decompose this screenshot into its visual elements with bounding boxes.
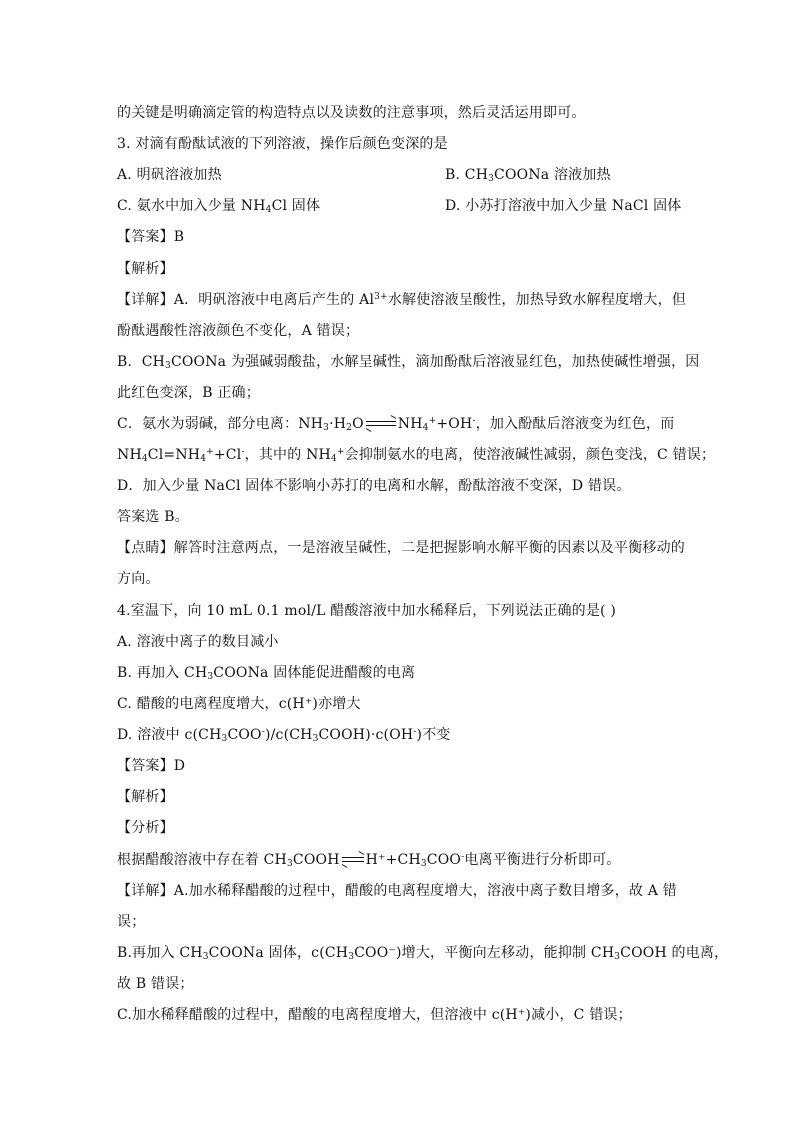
detail-line: $NH_4Cl=NH_4^++Cl^-$，其中的 $NH_4^+$会抑制氨水的电离，使溶液碱性减弱，颜色变浅，C 错误； [117, 447, 716, 464]
detail-line: 误； [117, 914, 146, 930]
breakdown-line: 根据醋酸溶液中存在着 $CH_3COOH$ $H^++CH_3COO^-$电离平衡进行分析即可。 [117, 852, 621, 869]
detail-line: 【详解】A．明矾溶液中电离后产生的 $Al^{3+}$水解使溶液呈酸性，加热导致水解程度增大，但 [117, 292, 687, 308]
text-line: 的关键是明确滴定管的构造特点以及读数的注意事项，然后灵活运用即可。 [117, 105, 586, 121]
detail-line: 【详解】A.加水稀释醋酸的过程中，醋酸的电离程度增大，溶液中离子数目增多，故 A 错 [117, 883, 677, 899]
answer-selection: 答案选 B。 [117, 509, 189, 525]
detail-line: B．$CH_3COONa$ 为强碱弱酸盐，水解呈碱性，滴加酚酞后溶液显红色，加热使碱性增强，因 [117, 354, 700, 371]
detail-line: 故 B 错误； [117, 976, 194, 992]
analysis-label: 【解析】 [117, 789, 174, 805]
detail-line: C.加水稀释醋酸的过程中，醋酸的电离程度增大，但溶液中 c(H⁺)减小，C 错误； [117, 1007, 632, 1023]
detail-line: B.再加入 $CH_3COONa$ 固体，$c(CH_3COO^-)$增大，平衡向左移动，能抑制 $CH_3COOH$ 的电离， [117, 945, 729, 962]
detail-line: C．氨水为弱碱，部分电离：$NH_3\cdot H_2O$ $NH_4^++OH^-$，加入酚酞后溶液变为红色，而 [117, 416, 675, 433]
detail-line: 酚酞遇酸性溶液颜色不变化，A 错误； [117, 323, 360, 339]
detail-line: 此红色变深，B 正确； [117, 385, 260, 401]
tip-line: 【点睛】解答时注意两点，一是溶液呈碱性，二是把握影响水解平衡的因素以及平衡移动的 [117, 540, 685, 556]
tip-line: 方向。 [117, 571, 160, 587]
question-3-option-b: B. $CH_3COONa$ 溶液加热 [445, 167, 611, 184]
breakdown-label: 【分析】 [117, 820, 174, 836]
question-4-option-c: C. 醋酸的电离程度增大，c(H⁺)亦增大 [117, 696, 361, 712]
question-4-option-d: D. 溶液中 $c(CH_3COO^-)/c(CH_3COOH)\cdot c(OH^-)$不变 [117, 727, 451, 744]
detail-line: D．加入少量 NaCl 固体不影响小苏打的电离和水解，酚酞溶液不变深，D 错误。 [117, 478, 631, 494]
question-3-option-c: C. 氨水中加入少量 $NH_4Cl$ 固体 [117, 198, 321, 215]
question-3-option-a: A. 明矾溶液加热 [117, 167, 222, 183]
analysis-label: 【解析】 [117, 261, 174, 277]
question-4-option-b: B. 再加入 $CH_3COONa$ 固体能促进醋酸的电离 [117, 665, 416, 682]
equilibrium-arrow-icon [366, 420, 396, 428]
question-4-option-a: A. 溶液中离子的数目减小 [117, 634, 279, 650]
question-4-stem: 4.室温下，向 10 mL 0.1 mol/L 醋酸溶液中加水稀释后，下列说法正确的是( ) [117, 603, 617, 619]
question-3-stem: 3. 对滴有酚酞试液的下列溶液，操作后颜色变深的是 [117, 136, 448, 152]
answer-label: 【答案】D [117, 758, 186, 774]
equilibrium-arrow-icon [342, 856, 364, 864]
answer-label: 【答案】B [117, 229, 185, 245]
question-3-option-d: D. 小苏打溶液中加入少量 NaCl 固体 [445, 198, 682, 214]
